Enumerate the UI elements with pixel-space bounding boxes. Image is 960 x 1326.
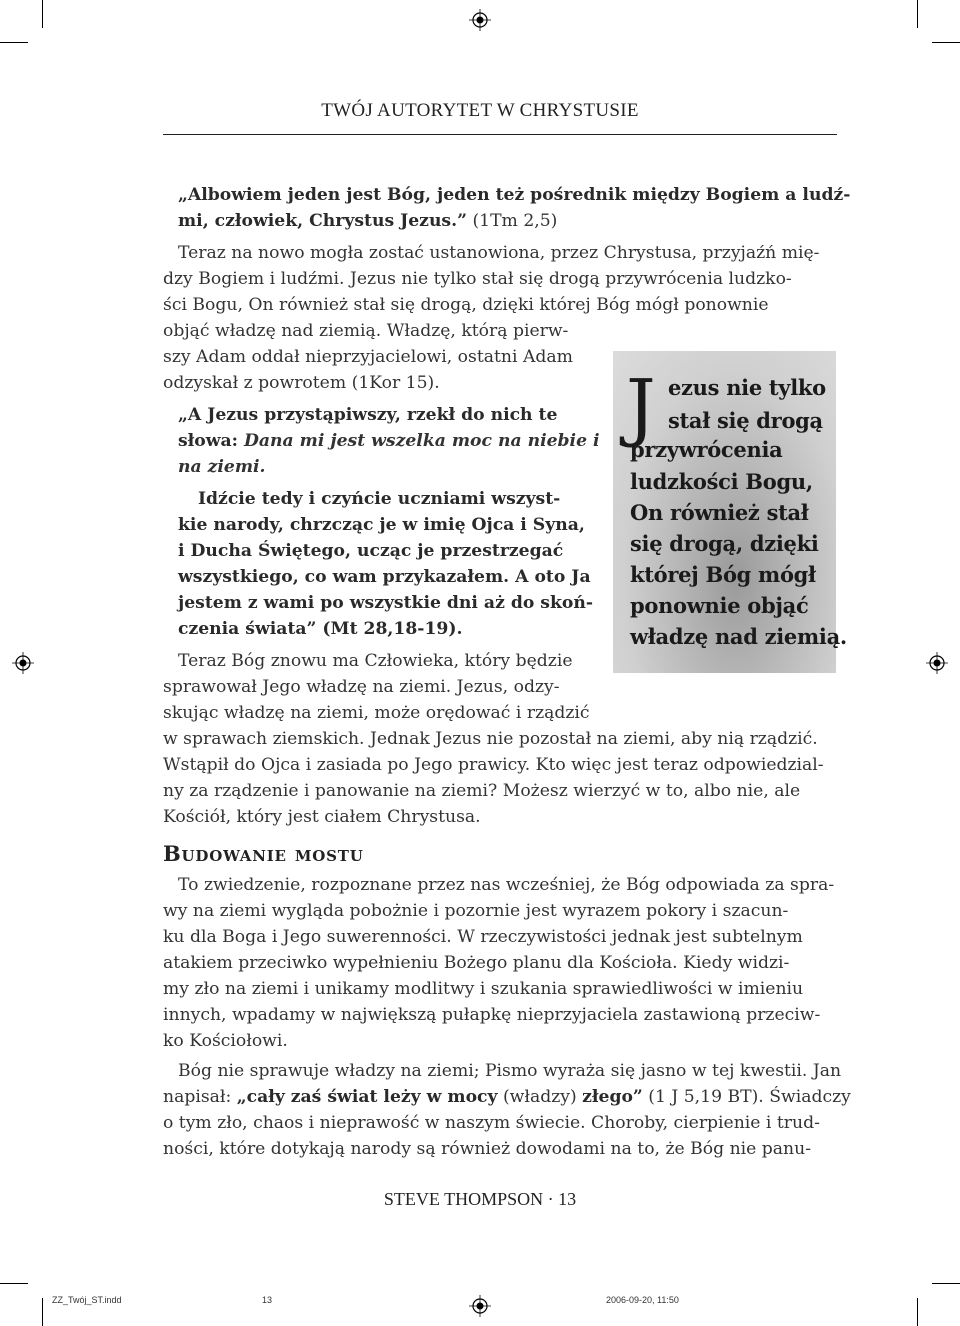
body-text: (1 J 5,19 BT). Świadczy xyxy=(642,1087,851,1107)
body-line: wy na ziemi wygląda pobożnie i pozornie jest wyrazem pokory i szacun- xyxy=(163,901,789,921)
quote-line: „A Jezus przystąpiwszy, rzekł do nich te xyxy=(178,405,558,425)
body-line: ku dla Boga i Jego suwerenności. W rzeczywistości jednak jest subtelnym xyxy=(163,927,803,947)
pull-quote-line: On również stał xyxy=(630,500,809,525)
body-line: Kościół, który jest ciałem Chrystusa. xyxy=(163,807,481,827)
body-line: innych, wpadamy w największą pułapkę nieprzyjaciela zastawioną przeciw- xyxy=(163,1005,821,1025)
quote-line: Idźcie tedy i czyńcie uczniami wszyst- xyxy=(198,489,561,509)
registration-mark-icon xyxy=(469,1295,491,1317)
quote-italic: Dana mi jest wszelka moc na niebie i xyxy=(244,431,600,451)
quote-line: na ziemi. xyxy=(178,457,266,477)
body-line: dzy Bogiem i ludźmi. Jezus nie tylko stał się drogą przywrócenia ludzko- xyxy=(163,269,792,289)
inline-quote: złego” xyxy=(582,1087,643,1107)
crop-mark xyxy=(917,0,918,28)
body-text: (władzy) xyxy=(497,1087,583,1107)
crop-mark xyxy=(0,1283,28,1284)
body-line: ności, które dotykają narody są również dowodami na to, że Bóg nie panu- xyxy=(163,1139,812,1159)
body-line: ści Bogu, On również stał się drogą, dzięki której Bóg mógł ponownie xyxy=(163,295,769,315)
body-line: o tym zło, chaos i nieprawość w naszym świecie. Choroby, cierpienie i trud- xyxy=(163,1113,820,1133)
body-line: Teraz Bóg znowu ma Człowieka, który będzie xyxy=(178,651,573,671)
crop-mark xyxy=(917,1298,918,1326)
quote-line: wszystkiego, co wam przykazałem. A oto Ja xyxy=(178,567,591,587)
crop-mark xyxy=(42,0,43,28)
quote-line xyxy=(178,428,600,454)
registration-mark-icon xyxy=(469,9,491,31)
pull-quote-line: przywrócenia xyxy=(630,437,783,462)
crop-mark xyxy=(932,1283,960,1284)
pull-quote-line: stał się drogą xyxy=(668,408,823,433)
quote-line: i Ducha Świętego, ucząc je przestrzegać xyxy=(178,541,564,561)
quote-line: jestem z wami po wszystkie dni aż do skoń- xyxy=(178,593,593,613)
body-line: ny za rządzenie i panowanie na ziemi? Możesz wierzyć w to, albo nie, ale xyxy=(163,781,801,801)
quote-line xyxy=(178,616,462,642)
body-line: ko Kościołowi. xyxy=(163,1031,288,1051)
body-line: my zło na ziemi i unikamy modlitwy i szukania sprawiedliwości w imieniu xyxy=(163,979,804,999)
quote-line: „Albowiem jeden jest Bóg, jeden też pośrednik między Bogiem a ludź- xyxy=(178,185,851,205)
quote-text: mi, człowiek, Chrystus Jezus.” xyxy=(178,211,467,231)
pull-quote-line: ponownie objąć xyxy=(630,593,809,618)
header-rule xyxy=(163,134,837,135)
slug-filename: ZZ_Twój_ST.indd xyxy=(52,1295,122,1305)
body-line: atakiem przeciwko wypełnieniu Bożego planu dla Kościoła. Kiedy widzi- xyxy=(163,953,790,973)
body-line: To zwiedzenie, rozpoznane przez nas wcześniej, że Bóg odpowiada za spra- xyxy=(178,875,835,895)
slug-datetime: 2006-09-20, 11:50 xyxy=(606,1295,679,1305)
running-footer: STEVE THOMPSON · 13 xyxy=(383,1189,577,1209)
inline-quote: „cały zaś świat leży w mocy xyxy=(236,1087,498,1107)
body-text: napisał: xyxy=(163,1087,237,1107)
quote-reference: (1Tm 2,5) xyxy=(466,211,558,231)
crop-mark xyxy=(932,42,960,43)
body-line: w sprawach ziemskich. Jednak Jezus nie pozostał na ziemi, aby nią rządzić. xyxy=(163,729,818,749)
quote-text: czenia świata” xyxy=(178,619,317,639)
quote-text: słowa: xyxy=(178,431,245,451)
body-line: szy Adam oddał nieprzyjacielowi, ostatni Adam xyxy=(163,347,573,367)
pull-quote-line: władzę nad ziemią. xyxy=(630,624,847,649)
pull-quote-line: której Bóg mógł xyxy=(630,562,816,587)
registration-mark-icon xyxy=(926,652,948,674)
slug-page-number: 13 xyxy=(262,1295,273,1305)
crop-mark xyxy=(42,1298,43,1326)
pull-quote-line: ludzkości Bogu, xyxy=(630,469,813,494)
pull-quote-drop-cap: J xyxy=(626,364,656,450)
body-line: Bóg nie sprawuje władzy na ziemi; Pismo wyraża się jasno w tej kwestii. Jan xyxy=(178,1061,842,1081)
quote-line: kie narody, chrzcząc je w imię Ojca i Syna, xyxy=(178,515,585,535)
section-heading: Budowanie mostu xyxy=(163,841,364,866)
pull-quote-line: się drogą, dzięki xyxy=(630,531,819,556)
body-line: Teraz na nowo mogła zostać ustanowiona, przez Chrystusa, przyjaźń mię- xyxy=(178,243,820,263)
body-line xyxy=(163,1084,851,1110)
crop-mark xyxy=(0,42,28,43)
body-line: Wstąpił do Ojca i zasiada po Jego prawicy. Kto więc jest teraz odpowiedzial- xyxy=(163,755,824,775)
body-line: odzyskał z powrotem (1Kor 15). xyxy=(163,373,440,393)
body-line: sprawował Jego władzę na ziemi. Jezus, odzy- xyxy=(163,677,560,697)
quote-reference: (Mt 28,18-19). xyxy=(316,619,463,639)
quote-line xyxy=(178,208,557,234)
pull-quote-line: ezus nie tylko xyxy=(668,375,826,400)
body-line: objąć władzę nad ziemią. Władzę, którą pierw- xyxy=(163,321,569,341)
registration-mark-icon xyxy=(12,652,34,674)
running-header: TWÓJ AUTORYTET W CHRYSTUSIE xyxy=(321,100,639,121)
body-line: skując władzę na ziemi, może orędować i rządzić xyxy=(163,703,590,723)
